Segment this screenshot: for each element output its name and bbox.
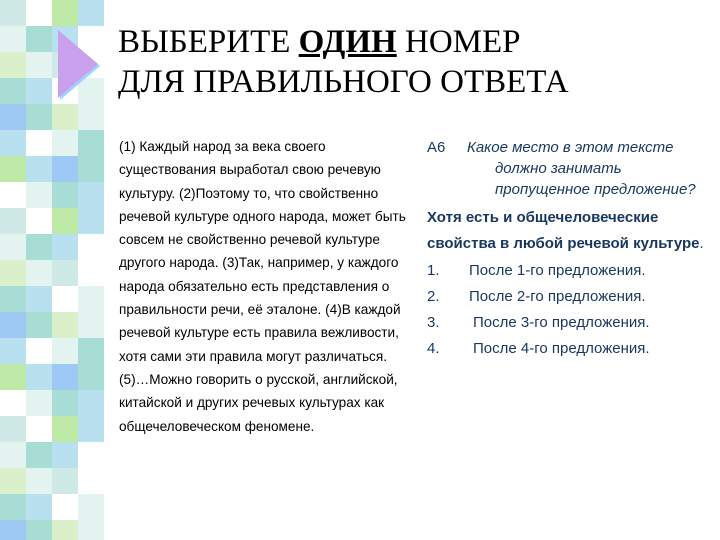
answer-option-2[interactable]: 2. После 2-го предложения.: [427, 288, 646, 305]
mosaic-tile: [52, 416, 78, 442]
passage-text: (1) Каждый народ за века своего существования выработал свою речевую культуру. (2)Поэтому то, что свойственно речевой культуре одного народа, может быть совсем не свойственно речевой культуре другого народа. (3)Так, например, у каждого народа обязательно есть представления о правильности речи, её эталоне. (4)В каждой речевой культуре есть правила вежливости, хотя сами эти правила могут различаться. (5)…Можно говорить о русской, английской, китайской и других речевых культурах как общечеловеческом феномене.: [119, 139, 406, 434]
mosaic-tile: [52, 260, 78, 286]
mosaic-tile: [78, 156, 104, 182]
mosaic-tile: [0, 390, 26, 416]
mosaic-tile: [78, 260, 104, 286]
mosaic-tile: [52, 182, 78, 208]
mosaic-tile: [0, 338, 26, 364]
mosaic-tile: [0, 312, 26, 338]
mosaic-tile: [78, 234, 104, 260]
mosaic-tile: [52, 442, 78, 468]
mosaic-tile: [26, 442, 52, 468]
mosaic-tile: [26, 104, 52, 130]
mosaic-tile: [26, 130, 52, 156]
mosaic-tile: [0, 208, 26, 234]
mosaic-tile: [26, 52, 52, 78]
mosaic-tile: [26, 78, 52, 104]
mosaic-tile: [26, 286, 52, 312]
mosaic-tile: [0, 182, 26, 208]
mosaic-tile: [26, 520, 52, 540]
mosaic-tile: [52, 312, 78, 338]
mosaic-tile: [78, 338, 104, 364]
mosaic-tile: [26, 416, 52, 442]
mosaic-tile: [78, 520, 104, 540]
mosaic-tile: [0, 156, 26, 182]
mosaic-tile: [52, 494, 78, 520]
mosaic-tile: [26, 494, 52, 520]
mosaic-tile: [26, 156, 52, 182]
mosaic-tile: [26, 338, 52, 364]
mosaic-tile: [26, 468, 52, 494]
mosaic-tile: [0, 104, 26, 130]
mosaic-tile: [0, 520, 26, 540]
mosaic-tile: [78, 208, 104, 234]
mosaic-tile: [0, 442, 26, 468]
mosaic-tile: [26, 26, 52, 52]
mosaic-tile: [52, 130, 78, 156]
mosaic-tile: [0, 234, 26, 260]
mosaic-tile: [0, 52, 26, 78]
mosaic-tile: [0, 26, 26, 52]
mosaic-tile: [52, 390, 78, 416]
answer-option-3[interactable]: 3. После 3-го предложения.: [427, 314, 650, 331]
mosaic-tile: [26, 182, 52, 208]
mosaic-tile: [26, 390, 52, 416]
answer-option-4[interactable]: 4. После 4-го предложения.: [427, 340, 650, 357]
title-line-2: ДЛЯ ПРАВИЛЬНОГО ОТВЕТА: [118, 64, 569, 100]
question-header: [427, 137, 717, 200]
question-text: Какое место в этом тексте должно занимать пропущенное предложение?: [467, 139, 696, 198]
mosaic-tile: [52, 468, 78, 494]
mosaic-tile: [78, 182, 104, 208]
title-emphasis: ОДИН: [298, 24, 397, 60]
mosaic-tile: [0, 260, 26, 286]
mosaic-tile: [0, 364, 26, 390]
mosaic-tile: [0, 78, 26, 104]
slide-title: [118, 22, 708, 102]
mosaic-tile: [26, 0, 52, 26]
mosaic-tile: [78, 0, 104, 26]
mosaic-tile: [78, 312, 104, 338]
question-label: А6: [427, 139, 446, 156]
mosaic-tile: [78, 130, 104, 156]
mosaic-tile: [26, 364, 52, 390]
mosaic-tile: [26, 260, 52, 286]
mosaic-tile: [52, 520, 78, 540]
title-line-1: ВЫБЕРИТЕ ОДИН НОМЕР: [118, 24, 521, 60]
mosaic-tile: [52, 234, 78, 260]
mosaic-tile: [0, 494, 26, 520]
answer-options: [427, 258, 717, 362]
mosaic-tile: [52, 286, 78, 312]
mosaic-tile: [78, 442, 104, 468]
mosaic-tile: [78, 416, 104, 442]
mosaic-tile: [52, 0, 78, 26]
mosaic-tile: [26, 234, 52, 260]
question-block: [427, 137, 717, 362]
mosaic-tile: [52, 156, 78, 182]
mosaic-tile: [78, 468, 104, 494]
mosaic-tile: [78, 364, 104, 390]
mosaic-tile: [26, 208, 52, 234]
answer-option-1[interactable]: 1. После 1-го предложения.: [427, 262, 646, 279]
missing-sentence: Хотя есть и общечеловеческие свойства в любой речевой культуре.: [427, 209, 704, 252]
mosaic-tile: [78, 104, 104, 130]
mosaic-tile: [0, 0, 26, 26]
mosaic-tile: [26, 312, 52, 338]
mosaic-tile: [0, 286, 26, 312]
triangle-bullet-icon: [58, 30, 98, 98]
mosaic-tile: [0, 468, 26, 494]
mosaic-tile: [0, 416, 26, 442]
mosaic-tile: [78, 286, 104, 312]
mosaic-tile: [52, 364, 78, 390]
mosaic-tile: [0, 130, 26, 156]
mosaic-tile: [78, 494, 104, 520]
mosaic-tile: [78, 390, 104, 416]
mosaic-tile: [52, 338, 78, 364]
mosaic-tile: [52, 104, 78, 130]
mosaic-tile: [52, 208, 78, 234]
